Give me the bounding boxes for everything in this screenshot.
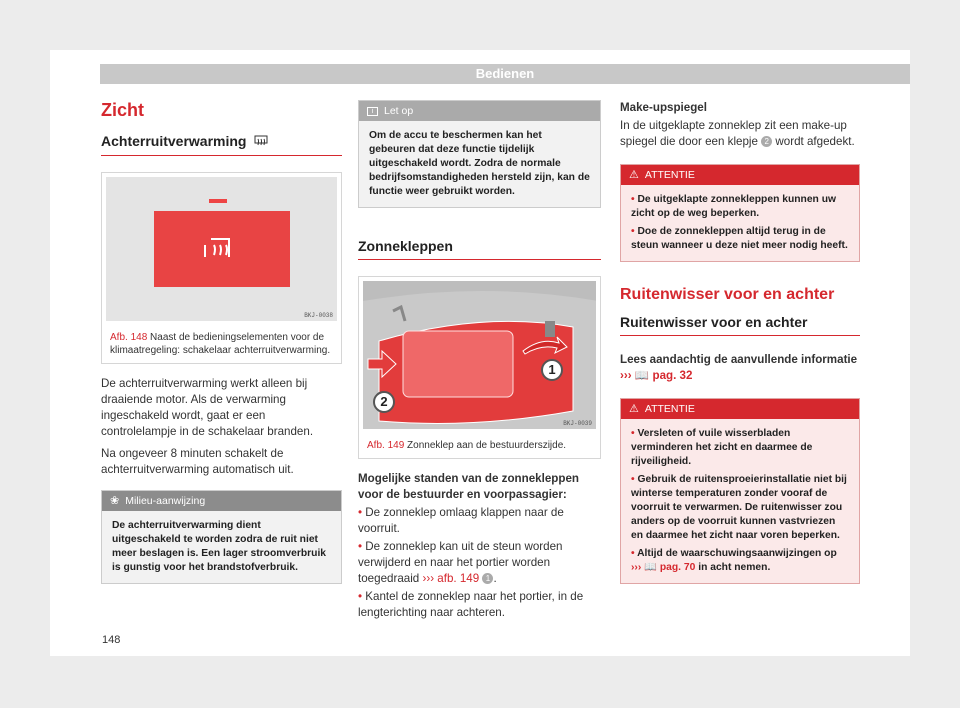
rear-defrost-icon — [254, 134, 268, 150]
figure-148-image — [106, 177, 337, 321]
bullet-item: • Kantel de zonneklep naar het portier, in de lengterichting naar achteren. — [358, 590, 584, 619]
warning-title: ATTENTIE — [644, 403, 695, 415]
note-header — [359, 101, 600, 121]
note-title: Let op — [384, 105, 414, 117]
warning-body — [621, 419, 859, 583]
figure-149 — [358, 276, 601, 459]
warning-item: • Altijd de waarschuwingsaanwijzingen op ››› 📖 pag. 70 in acht nemen. — [631, 548, 837, 573]
bullet-text: De zonneklep kan uit de steun worden verwijderd en naar het portier worden toegedraaid — [358, 540, 563, 585]
callout-2: 2 — [373, 391, 395, 413]
bullet-item: • De zonneklep kan uit de steun worden verwijderd en naar het portier worden toegedraaid ››› afb. 149 1 . — [358, 540, 563, 585]
figure-148 — [101, 172, 342, 364]
manual-page — [50, 50, 910, 656]
warning-text: Doe de zonnekleppen altijd terug in de steun wanneer u deze niet meer nodig heeft. — [631, 226, 848, 251]
figure-148-caption — [102, 325, 341, 363]
column-right — [620, 100, 860, 584]
book-icon: 📖 — [634, 369, 650, 382]
figure-caption-text: Zonneklep aan de bestuurderszijde. — [407, 440, 567, 451]
warning-item: • Versleten of vuile wisserbladen verminderen het zicht en daarmee de rijveiligheid. — [631, 428, 813, 467]
section-title-text: Achterruitverwarming — [101, 133, 247, 149]
warning-text: De uitgeklapte zonnekleppen kunnen uw zicht op de weg beperken. — [631, 194, 836, 219]
environment-note-title: Milieu-aanwijzing — [125, 495, 206, 508]
warning-text: Altijd de waarschuwingsaanwijzingen op — [637, 548, 837, 559]
warning-item: • De uitgeklapte zonnekleppen kunnen uw zicht op de weg beperken. — [631, 194, 836, 219]
paragraph: De achterruitverwarming werkt alleen bij draaiende motor. Als de verwarming ingeschakeld wordt, gaat er een controlelampje in de schakelaar branden. — [101, 377, 314, 439]
page-reference-link[interactable]: ››› 📖 pag. 32 — [620, 369, 693, 382]
environment-note-text: De achterruitverwarming dient uitgeschakeld te worden zodra de ruit niet meer beslagen is. Een lager stroomverbruik is gunstig voor het brandstofverbruik. — [112, 520, 327, 574]
subheading-makeup-mirror: Make-upspiegel — [620, 101, 707, 114]
column-middle — [358, 100, 601, 621]
figure-caption-text: Naast de bedieningselementen voor de klimaatregeling: schakelaar achterruitverwarming. — [110, 332, 331, 357]
warning-box — [620, 398, 860, 584]
figure-label: Afb. 149 — [367, 440, 405, 451]
leaf-icon: ❀ — [110, 495, 120, 508]
warning-triangle-icon: ⚠ — [629, 403, 639, 415]
figure-label: Afb. 148 — [110, 332, 148, 344]
book-icon: 📖 — [644, 562, 657, 573]
page-number: 148 — [102, 634, 121, 646]
column-left — [101, 100, 342, 584]
warning-box — [620, 164, 860, 262]
page-reference-link[interactable]: ››› 📖 pag. 70 — [631, 562, 696, 573]
warning-text: in acht nemen. — [698, 562, 771, 573]
paragraph — [620, 118, 860, 150]
info-reference-text: Lees aandachtig de aanvullende informatie — [620, 353, 858, 366]
figure-reference-text: afb. 149 — [437, 572, 480, 585]
section-title-sun-visors: Zonnekleppen — [358, 238, 601, 260]
note-box — [358, 100, 601, 208]
warning-title: ATTENTIE — [644, 169, 695, 181]
paragraph-text: In de uitgeklapte zonneklep zit een make-up spiegel die door een klepje — [620, 119, 847, 148]
environment-note-header — [102, 491, 341, 511]
figure-149-caption — [359, 433, 600, 458]
section-title-rear-defrost — [101, 133, 342, 156]
callout-badge: 1 — [482, 573, 493, 584]
paragraph-text: wordt afgedekt. — [775, 135, 855, 148]
bullet-text: Kantel de zonneklep naar het portier, in de lengterichting naar achteren. — [358, 590, 584, 619]
warning-body — [621, 185, 859, 261]
figure-reference-link[interactable]: ››› afb. 149 — [422, 572, 480, 585]
figure-code: BKJ-0038 — [304, 312, 333, 320]
warning-item: • Gebruik de ruitensproeierinstallatie niet bij winterse temperaturen zonder vooraf de voorruit te verwarmen. De ruitenwisser zou anders op de voorruit kunnen vastvriezen en daarmee het zicht naar voren beperken. — [631, 474, 847, 541]
callout-1: 1 — [541, 359, 563, 381]
lead-text: Mogelijke standen van de zonnekleppen voor de bestuurder en voorpassagier: — [358, 472, 579, 501]
figure-149-image — [363, 281, 596, 429]
note-text: Om de accu te beschermen kan het gebeuren dat deze functie tijdelijk uitgeschakeld wordt. Zodra de normale bedrijfsomstandigheden hersteld zijn, kan de functie weer gebruikt worden. — [369, 130, 590, 197]
warning-header — [621, 399, 859, 419]
bullet-item: • De zonneklep omlaag klappen naar de voorruit. — [358, 506, 564, 535]
chapter-title: Ruitenwisser voor en achter — [620, 286, 835, 303]
info-reference — [620, 352, 860, 384]
warning-item: • Doe de zonnekleppen altijd terug in de steun wanneer u deze niet meer nodig heeft. — [631, 226, 848, 251]
bullet-text: De zonneklep omlaag klappen naar de voorruit. — [358, 506, 564, 535]
warning-text: Gebruik de ruitensproeierinstallatie niet bij winterse temperaturen zonder vooraf de voorruit te verwarmen. De ruitenwisser zou anders op de voorruit kunnen vastvriezen en daarmee het zicht naar voren beperken. — [631, 474, 847, 541]
chapter-title: Zicht — [101, 100, 144, 120]
page-header: Bedienen — [100, 64, 910, 84]
page-reference-text: pag. 70 — [659, 562, 696, 573]
figure-code: BKJ-0039 — [563, 420, 592, 427]
warning-text: Versleten of vuile wisserbladen verminderen het zicht en daarmee de rijveiligheid. — [631, 428, 813, 467]
callout-badge: 2 — [761, 136, 772, 147]
warning-header — [621, 165, 859, 185]
info-icon: i — [367, 107, 378, 116]
page-reference-text: pag. 32 — [652, 369, 693, 382]
section-title-wipers: Ruitenwisser voor en achter — [620, 314, 860, 336]
warning-triangle-icon: ⚠ — [629, 169, 639, 181]
environment-note-box — [101, 490, 342, 584]
paragraph: Na ongeveer 8 minuten schakelt de achterruitverwarming automatisch uit. — [101, 447, 294, 477]
